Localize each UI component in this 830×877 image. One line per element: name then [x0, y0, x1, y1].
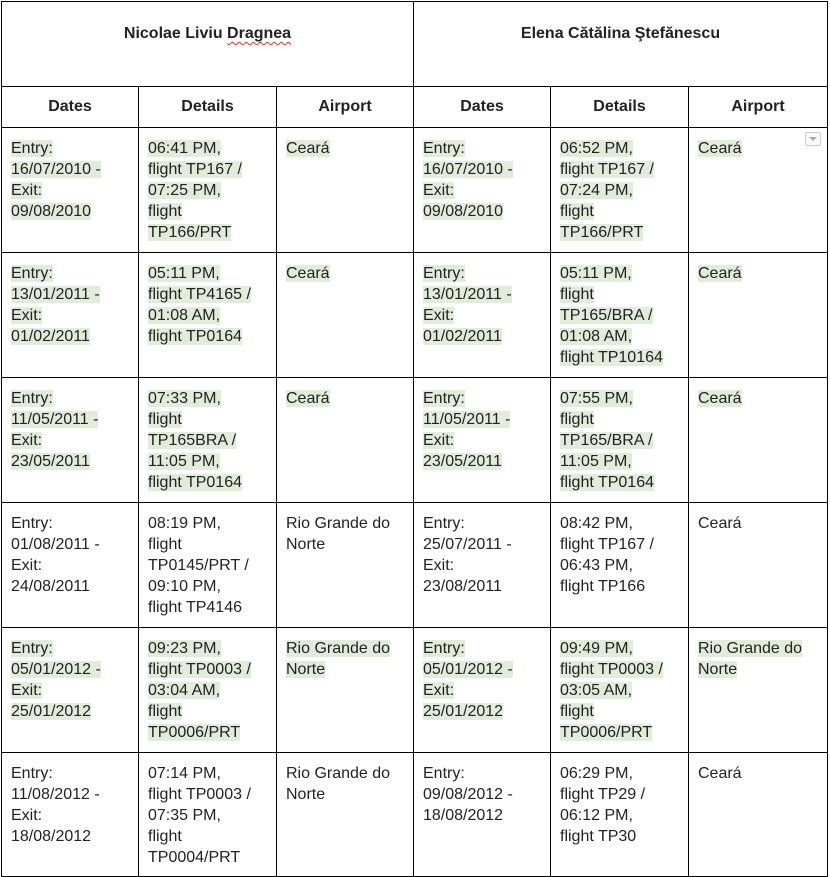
dropdown-arrow-icon[interactable] — [805, 132, 821, 146]
airport-line: Rio Grande do — [698, 640, 803, 657]
dates-line: Exit: — [11, 432, 43, 449]
person-name-1-first: Nicolae Liviu — [123, 25, 228, 42]
details-line: flight — [148, 703, 182, 720]
airport-line: Ceará — [286, 390, 330, 407]
airport-line: Rio Grande do — [286, 640, 391, 657]
details-line: TP0145/PRT / — [148, 557, 249, 574]
dates-line: 11/05/2011 - — [423, 411, 511, 428]
details-line: 08:42 PM, — [560, 515, 633, 532]
dates-cell[interactable] — [2, 378, 139, 503]
dates-line: Entry: — [423, 765, 465, 782]
details-line: flight TP167 / — [560, 161, 654, 178]
airport-cell[interactable] — [277, 503, 414, 628]
person-name-1[interactable] — [2, 2, 414, 87]
details-line: flight — [148, 411, 182, 428]
airport-cell[interactable] — [277, 253, 414, 378]
airport-cell[interactable] — [689, 503, 828, 628]
details-cell[interactable] — [551, 378, 689, 503]
dates-line: Exit: — [423, 307, 455, 324]
details-line: 07:24 PM, — [560, 182, 633, 199]
dates-line: 16/07/2010 - — [423, 161, 513, 178]
details-line: TP166/PRT — [560, 224, 644, 241]
dates-line: 25/07/2011 - — [423, 536, 512, 553]
dates-line: 25/01/2012 — [423, 703, 504, 720]
details-line: 06:12 PM, — [560, 807, 633, 824]
dates-line: Entry: — [423, 515, 465, 532]
dates-cell[interactable] — [2, 628, 139, 753]
dates-line: Exit: — [11, 682, 43, 699]
details-cell[interactable] — [551, 253, 689, 378]
airport-line: Ceará — [286, 265, 330, 282]
dates-line: 09/08/2010 — [423, 203, 504, 220]
airport-cell[interactable] — [689, 628, 828, 753]
details-line: 06:52 PM, — [560, 140, 633, 157]
details-line: TP165/BRA / — [560, 432, 653, 449]
details-line: flight TP0164 — [148, 474, 242, 491]
dates-line: 18/08/2012 — [11, 828, 92, 845]
airport-line: Ceará — [698, 390, 742, 407]
dates-line: 05/01/2012 - — [423, 661, 513, 678]
details-line: 07:25 PM, — [148, 182, 221, 199]
dates-line: Exit: — [423, 182, 455, 199]
details-line: flight TP0003 / — [148, 661, 251, 678]
details-line: TP0004/PRT — [148, 849, 241, 866]
details-line: flight — [560, 286, 594, 303]
details-line: 03:05 AM, — [560, 682, 633, 699]
details-line: 11:05 PM, — [148, 453, 220, 470]
dates-line: Entry: — [11, 640, 53, 657]
airport-line: Ceará — [698, 140, 742, 157]
airport-cell[interactable] — [689, 378, 828, 503]
details-cell[interactable] — [139, 128, 277, 253]
dates-line: 01/02/2011 — [423, 328, 502, 345]
col-details-2[interactable]: Details — [551, 87, 689, 128]
airport-line: Norte — [698, 661, 738, 678]
person-name-2-text: Elena Cătălina Ştefănescu — [520, 25, 721, 42]
dates-line: 01/02/2011 — [11, 328, 90, 345]
details-line: flight TP30 — [560, 828, 637, 845]
airport-line: Rio Grande do — [286, 765, 391, 782]
details-line: flight — [148, 536, 182, 553]
dates-line: 23/05/2011 — [423, 453, 502, 470]
dates-cell[interactable] — [414, 128, 551, 253]
dates-cell[interactable] — [414, 628, 551, 753]
dates-line: Exit: — [11, 307, 43, 324]
details-line: flight — [148, 203, 182, 220]
details-line: TP0006/PRT — [148, 724, 241, 741]
details-line: TP165BRA / — [148, 432, 237, 449]
dates-cell[interactable] — [2, 503, 139, 628]
table-row — [2, 253, 828, 378]
details-line: flight TP4165 / — [148, 286, 251, 303]
airport-cell[interactable] — [689, 253, 828, 378]
airport-line: Ceará — [698, 265, 742, 282]
airport-cell[interactable] — [689, 128, 828, 253]
dates-line: Entry: — [11, 265, 53, 282]
details-line: 06:29 PM, — [560, 765, 633, 782]
details-line: 07:55 PM, — [560, 390, 633, 407]
airport-line: Rio Grande do — [286, 515, 391, 532]
details-cell[interactable] — [139, 753, 277, 877]
col-airport-1[interactable]: Airport — [277, 87, 414, 128]
details-line: 09:49 PM, — [560, 640, 633, 657]
details-line: flight TP4146 — [148, 599, 242, 616]
dates-line: Entry: — [423, 265, 465, 282]
dates-cell[interactable] — [414, 503, 551, 628]
details-line: 01:08 AM, — [560, 328, 633, 345]
details-cell[interactable] — [139, 503, 277, 628]
dates-line: Exit: — [11, 557, 43, 574]
details-line: 05:11 PM, — [560, 265, 632, 282]
dates-cell[interactable] — [2, 253, 139, 378]
details-line: 01:08 AM, — [148, 307, 221, 324]
column-header-row — [2, 87, 828, 128]
details-line: 08:19 PM, — [148, 515, 221, 532]
dates-line: Entry: — [11, 765, 53, 782]
table-body — [2, 128, 828, 877]
col-airport-2[interactable]: Airport — [689, 87, 828, 128]
details-cell[interactable] — [551, 503, 689, 628]
dates-line: Entry: — [11, 515, 53, 532]
airport-line: Ceará — [698, 765, 742, 782]
dates-line: Entry: — [423, 640, 465, 657]
details-cell[interactable] — [139, 253, 277, 378]
dates-line: 05/01/2012 - — [11, 661, 101, 678]
table-row — [2, 378, 828, 503]
dates-cell[interactable] — [2, 128, 139, 253]
details-cell[interactable] — [551, 753, 689, 877]
dates-cell[interactable] — [414, 753, 551, 877]
airport-cell[interactable] — [277, 128, 414, 253]
details-line: flight — [560, 703, 594, 720]
details-line: flight TP167 / — [148, 161, 242, 178]
dates-line: Exit: — [423, 682, 455, 699]
details-line: flight TP10164 — [560, 349, 663, 366]
dates-line: Entry: — [11, 390, 53, 407]
dates-line: 23/08/2011 — [423, 578, 502, 595]
airport-cell[interactable] — [277, 378, 414, 503]
details-line: flight TP0003 / — [560, 661, 663, 678]
dates-line: Exit: — [11, 807, 43, 824]
details-line: flight TP167 / — [560, 536, 654, 553]
details-line: flight TP0164 — [148, 328, 242, 345]
dates-line: 24/08/2011 — [11, 578, 90, 595]
airport-cell[interactable] — [277, 628, 414, 753]
table-row — [2, 628, 828, 753]
details-line: flight TP0003 / — [148, 786, 251, 803]
dates-line: Exit: — [423, 432, 455, 449]
details-line: 09:10 PM, — [148, 578, 221, 595]
details-line: 07:33 PM, — [148, 390, 221, 407]
dates-cell[interactable] — [414, 253, 551, 378]
dates-line: 16/07/2010 - — [11, 161, 101, 178]
details-line: 06:41 PM, — [148, 140, 221, 157]
dates-line: Entry: — [423, 140, 465, 157]
dates-cell[interactable] — [2, 753, 139, 877]
details-cell[interactable] — [551, 628, 689, 753]
details-cell[interactable] — [139, 378, 277, 503]
dates-line: Exit: — [11, 182, 43, 199]
details-line: flight TP0164 — [560, 474, 654, 491]
dates-cell[interactable] — [414, 378, 551, 503]
details-line: 11:05 PM, — [560, 453, 632, 470]
dates-line: 25/01/2012 — [11, 703, 92, 720]
airport-line: Norte — [286, 661, 326, 678]
details-line: flight — [148, 828, 182, 845]
details-line: flight TP166 — [560, 578, 646, 595]
flight-records-table — [1, 1, 828, 877]
dates-line: 09/08/2010 — [11, 203, 92, 220]
details-line: flight — [560, 203, 594, 220]
airport-line: Norte — [286, 536, 326, 553]
person-header-row — [2, 2, 828, 87]
dates-line: Exit: — [423, 557, 455, 574]
details-line: flight TP29 / — [560, 786, 646, 803]
table-row — [2, 503, 828, 628]
details-line: 07:14 PM, — [148, 765, 221, 782]
col-dates-1[interactable]: Dates — [2, 87, 139, 128]
details-line: TP166/PRT — [148, 224, 232, 241]
person-name-1-last: Dragnea — [227, 25, 292, 42]
dates-line: Entry: — [423, 390, 465, 407]
details-line: flight — [560, 411, 594, 428]
airport-cell[interactable] — [689, 753, 828, 877]
dates-line: 11/05/2011 - — [11, 411, 99, 428]
details-line: 07:35 PM, — [148, 807, 221, 824]
details-line: 09:23 PM, — [148, 640, 221, 657]
table-row — [2, 753, 828, 877]
dates-line: 01/08/2011 - — [11, 536, 100, 553]
details-line: TP165/BRA / — [560, 307, 653, 324]
person-name-2[interactable] — [414, 2, 828, 87]
dates-line: 13/01/2011 - — [11, 286, 100, 303]
col-details-1[interactable]: Details — [139, 87, 277, 128]
airport-line: Norte — [286, 786, 326, 803]
airport-cell[interactable] — [277, 753, 414, 877]
details-line: 03:04 AM, — [148, 682, 221, 699]
details-line: 05:11 PM, — [148, 265, 220, 282]
dates-line: 09/08/2012 - — [423, 786, 513, 803]
dates-line: Entry: — [11, 140, 53, 157]
details-line: TP0006/PRT — [560, 724, 653, 741]
airport-line: Ceará — [286, 140, 330, 157]
details-cell[interactable] — [551, 128, 689, 253]
col-dates-2[interactable]: Dates — [414, 87, 551, 128]
dates-line: 18/08/2012 — [423, 807, 504, 824]
dates-line: 13/01/2011 - — [423, 286, 512, 303]
details-line: 06:43 PM, — [560, 557, 633, 574]
airport-line: Ceará — [698, 515, 742, 532]
table-row — [2, 128, 828, 253]
dates-line: 11/08/2012 - — [11, 786, 100, 803]
details-cell[interactable] — [139, 628, 277, 753]
dates-line: 23/05/2011 — [11, 453, 90, 470]
